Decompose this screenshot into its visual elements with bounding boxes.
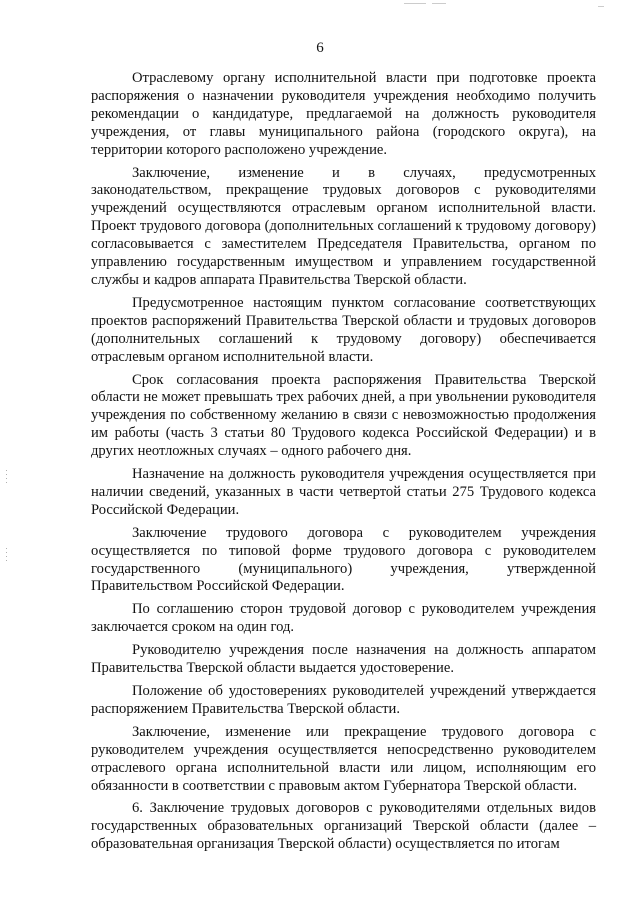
scan-artifact bbox=[404, 3, 426, 4]
scan-artifact bbox=[432, 3, 446, 4]
paragraph: Заключение трудового договора с руководителем учреждения осуществляется по типовой форме трудового договора с руководителем государственного (муниципального) учреждения, утвержденной Правительством Российской Федерации. bbox=[91, 524, 596, 595]
paragraph: Срок согласования проекта распоряжения Правительства Тверской области не может превышать трех рабочих дней, а при увольнении руководителя учреждения по собственному желанию в связи с невозможностью продолжения им работы (часть 3 статьи 80 Трудового кодекса Российской Федерации) и в других неотложных случаях – одного рабочего дня. bbox=[91, 371, 596, 460]
scan-artifact bbox=[598, 6, 604, 7]
paragraph: Положение об удостоверениях руководителей учреждений утверждается распоряжением Правительства Тверской области. bbox=[91, 683, 596, 717]
paragraph: Руководителю учреждения после назначения на должность аппаратом Правительства Тверской области выдается удостоверение. bbox=[91, 642, 596, 677]
paragraph: Заключение, изменение и в случаях, предусмотренных законодательством, прекращение трудовых договоров с руководителями учреждений осуществляются отраслевым органом исполнительной власти. Проект трудового договора (дополнительных соглашений к трудовому договору) согласовывается с заместителем Председателя Правительства, органом по управлению государственным имуществом и управлением государственной службы и кадров аппарата Правительства Тверской области. bbox=[91, 164, 596, 288]
paragraph: Заключение, изменение или прекращение трудового договора с руководителем учреждения осуществляется непосредственно руководителем отраслевого органа исполнительной власти или лицом, исполняющим его обязанности в соответствии с правовым актом Губернатора Тверской области. bbox=[91, 723, 596, 794]
paragraph: Предусмотренное настоящим пунктом согласование соответствующих проектов распоряжений Правительства Тверской области и трудовых договоров (дополнительных соглашений к трудовому договору) обеспечивается отраслевым органом исполнительной власти. bbox=[91, 294, 596, 365]
paragraph: По соглашению сторон трудовой договор с руководителем учреждения заключается сроком на один год. bbox=[91, 601, 596, 636]
margin-scan-dots bbox=[6, 470, 7, 484]
margin-scan-dots bbox=[6, 548, 7, 564]
paragraph: 6. Заключение трудовых договоров с руководителями отдельных видов государственных образовательных организаций Тверской области (далее – образовательная организация Тверской области) осуществляется по итогам bbox=[91, 800, 596, 853]
page-number: 6 bbox=[316, 40, 324, 56]
document-body bbox=[91, 70, 596, 854]
paragraph: Отраслевому органу исполнительной власти при подготовке проекта распоряжения о назначении руководителя учреждения необходимо получить рекомендации о кандидатуре, предлагаемой на должность руководителя учреждения, от главы муниципального района (городского округа), на территории которого расположено учреждение. bbox=[91, 70, 596, 158]
paragraph: Назначение на должность руководителя учреждения осуществляется при наличии сведений, указанных в части четвертой статьи 275 Трудового кодекса Российской Федерации. bbox=[91, 466, 596, 518]
